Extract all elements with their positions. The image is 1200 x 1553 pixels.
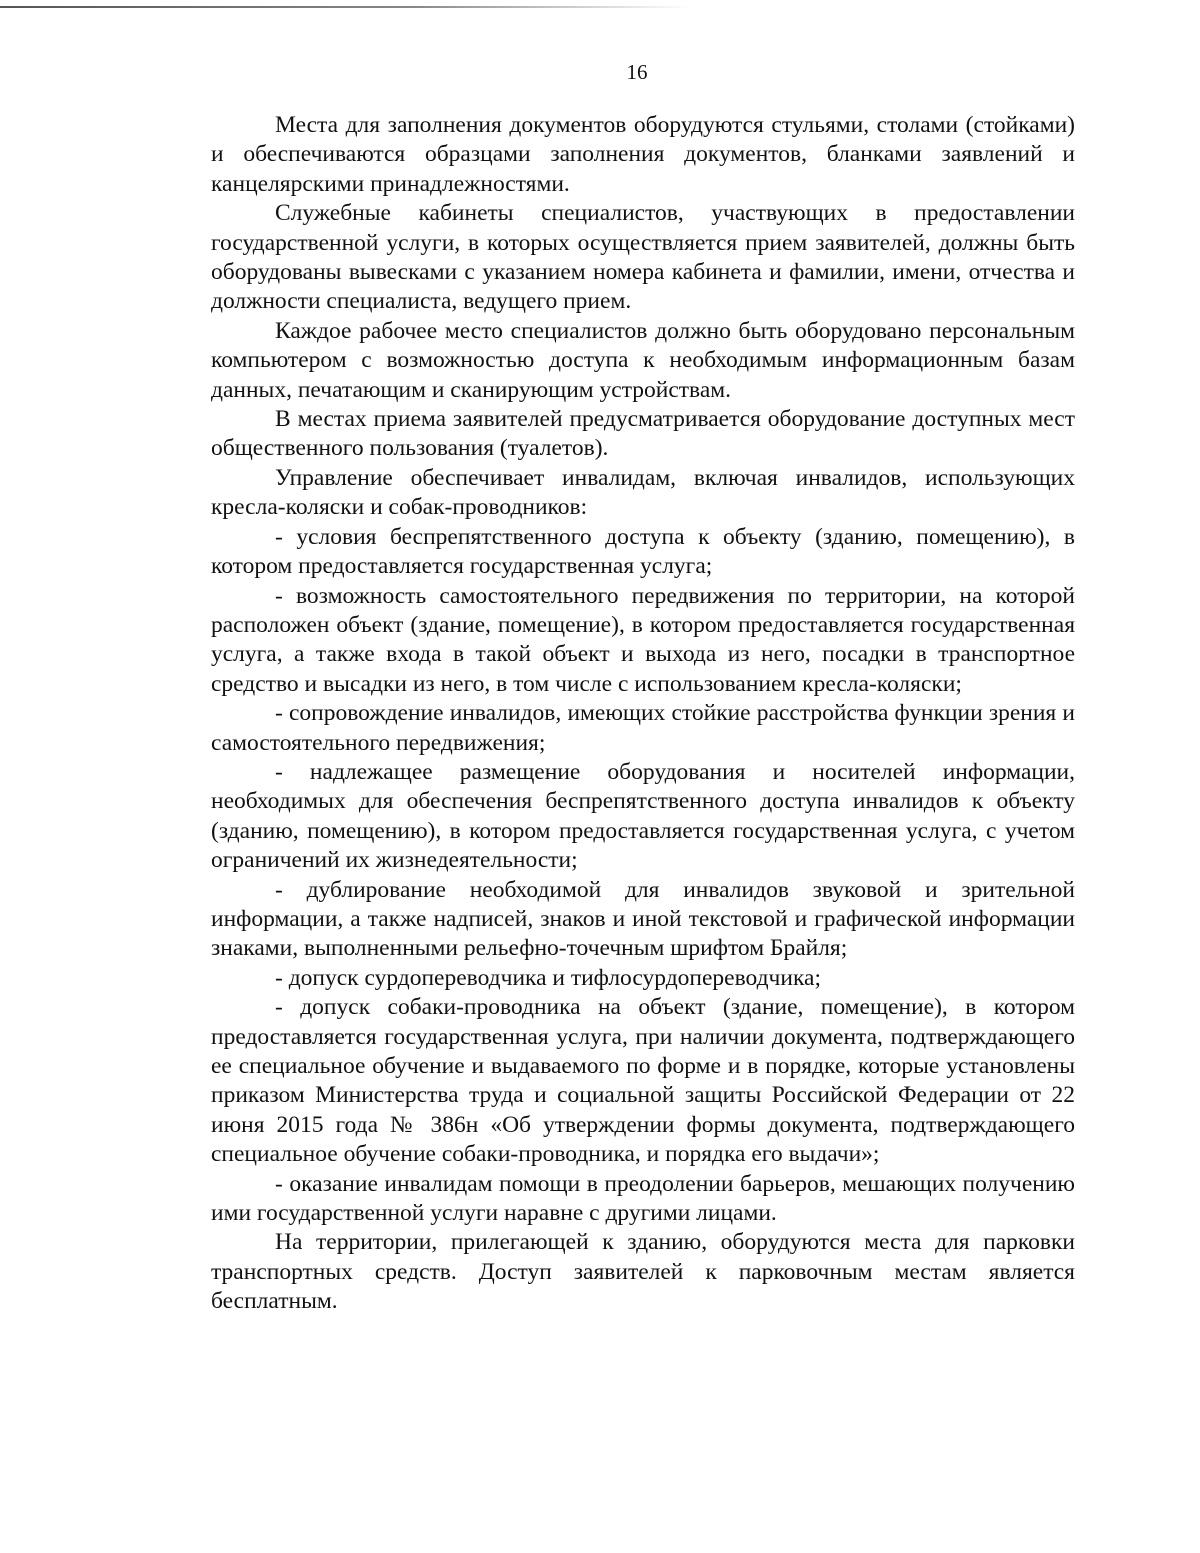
paragraph-workplace-computer: Каждое рабочее место специалистов должно быть оборудовано персональным компьютером с возможностью доступа к необходимым информационным базам данных, печатающим и сканирующим устройствам. [211,317,1075,403]
paragraph-public-toilets: В местах приема заявителей предусматривается оборудование доступных мест общественного пользования (туалетов). [211,406,1075,462]
scan-edge-line [0,6,690,8]
page-number: 16 [626,60,648,84]
list-item-equipment-placement: - надлежащее размещение оборудования и носителей информации, необходимых для обеспечения беспрепятственного доступа инвалидов к объекту (зданию, помещению), в котором предоставляется государственная услуга, с учетом ограничений их жизнедеятельности; [211,758,1075,874]
list-item-independent-movement: - возможность самостоятельного передвижения по территории, на которой расположен объект (здание, помещение), в котором предоставляется государственная услуга, а также входа в такой объект и выхода из него, посадки в транспортное средство и высадки из него, в том числе с использованием кресла-коляски; [211,582,1075,697]
list-item-guide-dog: - допуск собаки-проводника на объект (здание, помещение), в котором предоставляется государственная услуга, при наличии документа, подтверждающего ее специальное обучение и выдаваемого по форме и в порядке, которые установлены приказом Министерства труда и социальной защиты Российской Федерации от 22 июня 2015 года № 386н «Об утверждении формы документа, подтверждающего специальное обучение собаки-проводника, и порядка его выдачи»; [211,994,1075,1168]
paragraph-office-signs: Служебные кабинеты специалистов, участвующих в предоставлении государственной услуги, в которых осуществляется прием заявителей, должны быть оборудованы вывесками с указанием номера кабинета и фамилии, имени, отчества и должности специалиста, ведущего прием. [211,200,1075,315]
list-item-barrier-assistance: - оказание инвалидам помощи в преодолении барьеров, мешающих получению ими государственной услуги наравне с другими лицами. [211,1170,1075,1227]
list-item-escort: - сопровождение инвалидов, имеющих стойкие расстройства функции зрения и самостоятельного передвижения; [211,700,1075,756]
document-body [211,111,1075,1317]
paragraph-filling-places: Места для заполнения документов оборудуются стульями, столами (стойками) и обеспечиваются образцами заполнения документов, бланками заявлений и канцелярскими принадлежностями. [211,112,1075,197]
paragraph-parking: На территории, прилегающей к зданию, оборудуются места для парковки транспортных средств. Доступ заявителей к парковочным местам является бесплатным. [211,1229,1075,1315]
list-item-braille-duplication: - дублирование необходимой для инвалидов звуковой и зрительной информации, а также надписей, знаков и иной текстовой и графической информации знаками, выполненными рельефно-точечным шрифтом Брайля; [211,876,1075,962]
paragraph-disabled-provisions-intro: Управление обеспечивает инвалидам, включая инвалидов, использующих кресла-коляски и собак-проводников: [211,464,1075,521]
list-item-access-conditions: - условия беспрепятственного доступа к объекту (зданию, помещению), в котором предоставляется государственная услуга; [211,523,1075,580]
list-item-sign-interpreter: - допуск сурдопереводчика и тифлосурдопереводчика; [275,964,821,991]
